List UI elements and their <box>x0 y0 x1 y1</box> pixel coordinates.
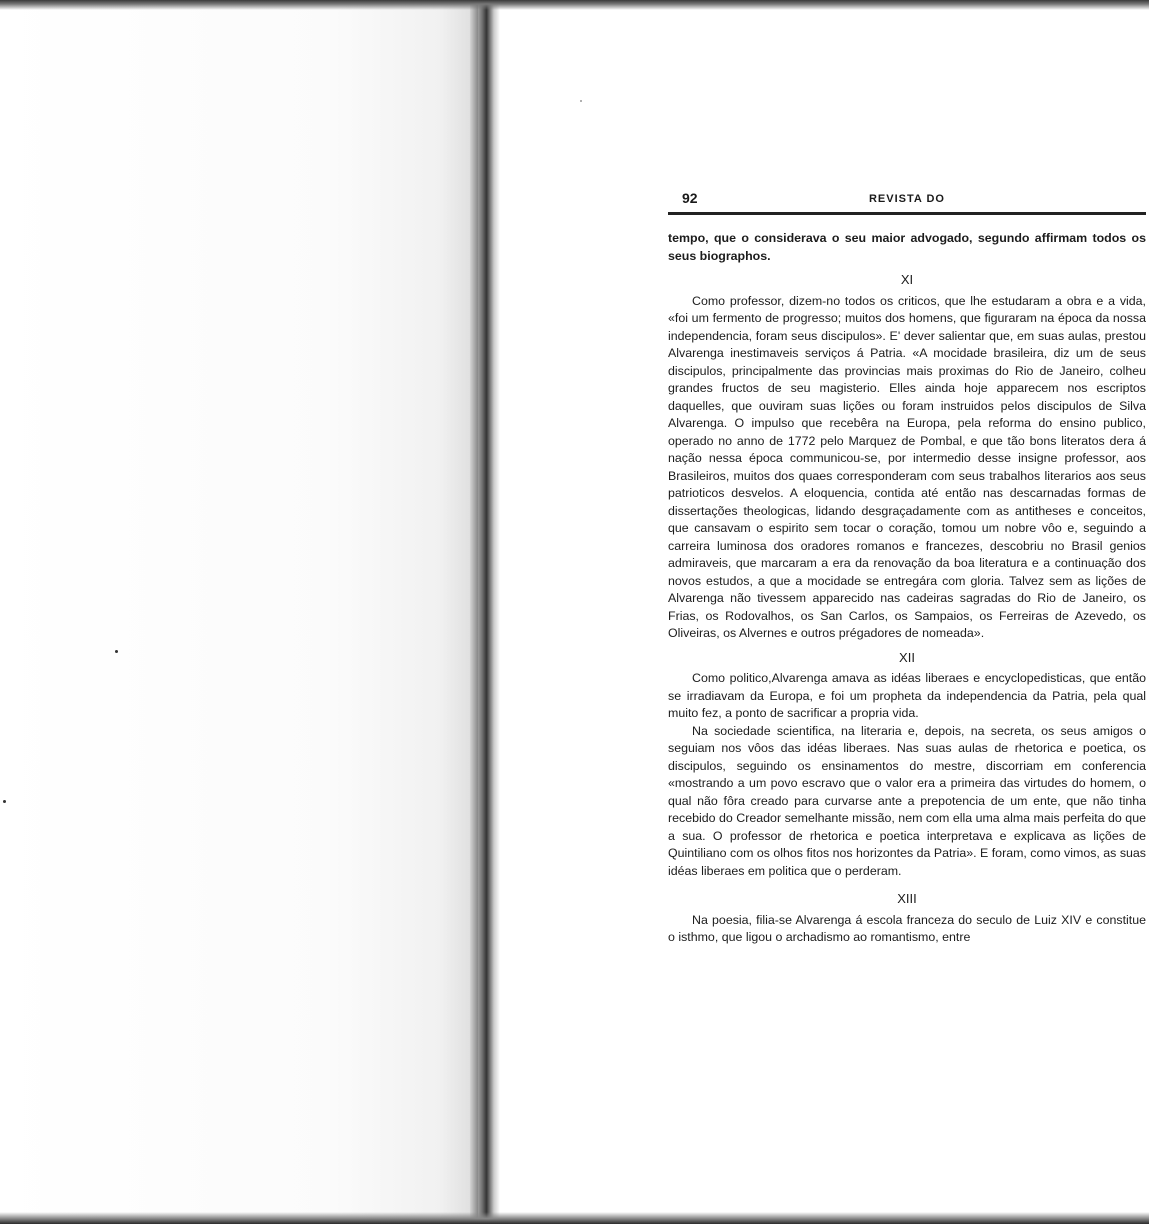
paragraph: Na poesia, filia-se Alvarenga á escola franceza do seculo de Luiz XIV e constitue o isthmo, que ligou o archadismo ao romantismo, entre <box>668 912 1146 944</box>
paragraph: Na sociedade scientifica, na literaria e, depois, na secreta, os seus amigos o seguiam nos vôos das idéas liberaes. Nas suas aulas de rhetorica e poetica, os discipulos, seguindo os ensinamentos do mestre, discorriam em conferencia «mostrando a um povo escravo que o valor era a primeira das virtudes do homem, o qual não fôra creado para curvarse ante a prepotencia de um ente, que não tinha recebido do Creador semelhante missão, nem com ella uma alma mais perfeita do que a sua. O professor de rhetorica e poetica interpretava e explicava as lições de Quintiliano com os olhos fitos nos horizontes da Patria». E foram, como vimos, as suas idéas liberaes em politica que o perderam. <box>668 723 1146 878</box>
paragraph: tempo, que o considerava o seu maior advogado, segundo affirmam todos os seus biographos. <box>668 231 1146 263</box>
running-head: REVISTA DO <box>868 193 945 205</box>
paragraph: Como professor, dizem-no todos os criticos, que lhe estudaram a obra e a vida, «foi um fermento de progresso; muitos dos homens, que figuraram na época da nossa independencia, foram seus discipulos». E' dever salientar que, em suas aulas, prestou Alvarenga inestimaveis serviços á Patria. «A mocidade brasileira, diz um de seus discipulos, principalmente das provincias mais proximas do Rio de Janeiro, colheu grandes fructos de seu magisterio. Elles ainda hoje apparecem nos escriptos daquelles, que ouviram suas lições ou foram instruidos pelos discipulos de Silva Alvarenga. O impulso que recebêra na Europa, pela reforma do ensino publico, operado no anno de 1772 pelo Marquez de Pombal, e que tão bons literatos dera á nação nessa época communicou-se, por intermedio desse insigne professor, aos Brasileiros, muitos dos quaes corresponderam com seus trabalhos literarios aos seus patrioticos desvelos. A eloquencia, contida até então nas descarnadas formas de dissertações theologicas, lidando desgraçadamente com as antitheses e conceitos, que cansavam o espirito sem tocar o coração, tomou um nobre vôo e, seguindo a carreira luminosa dos oradores romanos e francezes, descobriu no Brasil genios admiraveis, que marcaram a era da renovação da boa literatura e a continuação dos novos estudos, a que a mocidade se entregára com gloria. Talvez sem as lições de Alvarenga não tivessem apparecido nas cadeiras sagradas do Rio de Janeiro, os Frias, os Rodovalhos, os San Carlos, os Sampaios, os Ferreiras de Azevedo, os Oliveiras, os Alvernes e outros prégadores de nomeada». <box>668 293 1146 640</box>
bottom-page-edge <box>0 1212 1149 1224</box>
section-heading: XIII <box>897 891 917 906</box>
speck <box>115 650 118 653</box>
speck <box>3 800 6 803</box>
speck <box>580 100 582 102</box>
body-text <box>668 230 1146 947</box>
page-header <box>668 190 1146 215</box>
left-blank-page <box>0 0 478 1224</box>
section-heading: XI <box>900 272 914 287</box>
section-heading: XII <box>899 649 915 665</box>
page-number: 92 <box>682 190 698 206</box>
paragraph: Como politico,Alvarenga amava as idéas liberaes e encyclopedisticas, que então se irradiavam da Europa, e foi um propheta da independencia da Patria, pela qual muito fez, a ponto de sacrificar a propria vida. <box>668 671 1146 720</box>
book-spine-shadow <box>470 0 500 1224</box>
top-page-edge <box>0 0 1149 10</box>
